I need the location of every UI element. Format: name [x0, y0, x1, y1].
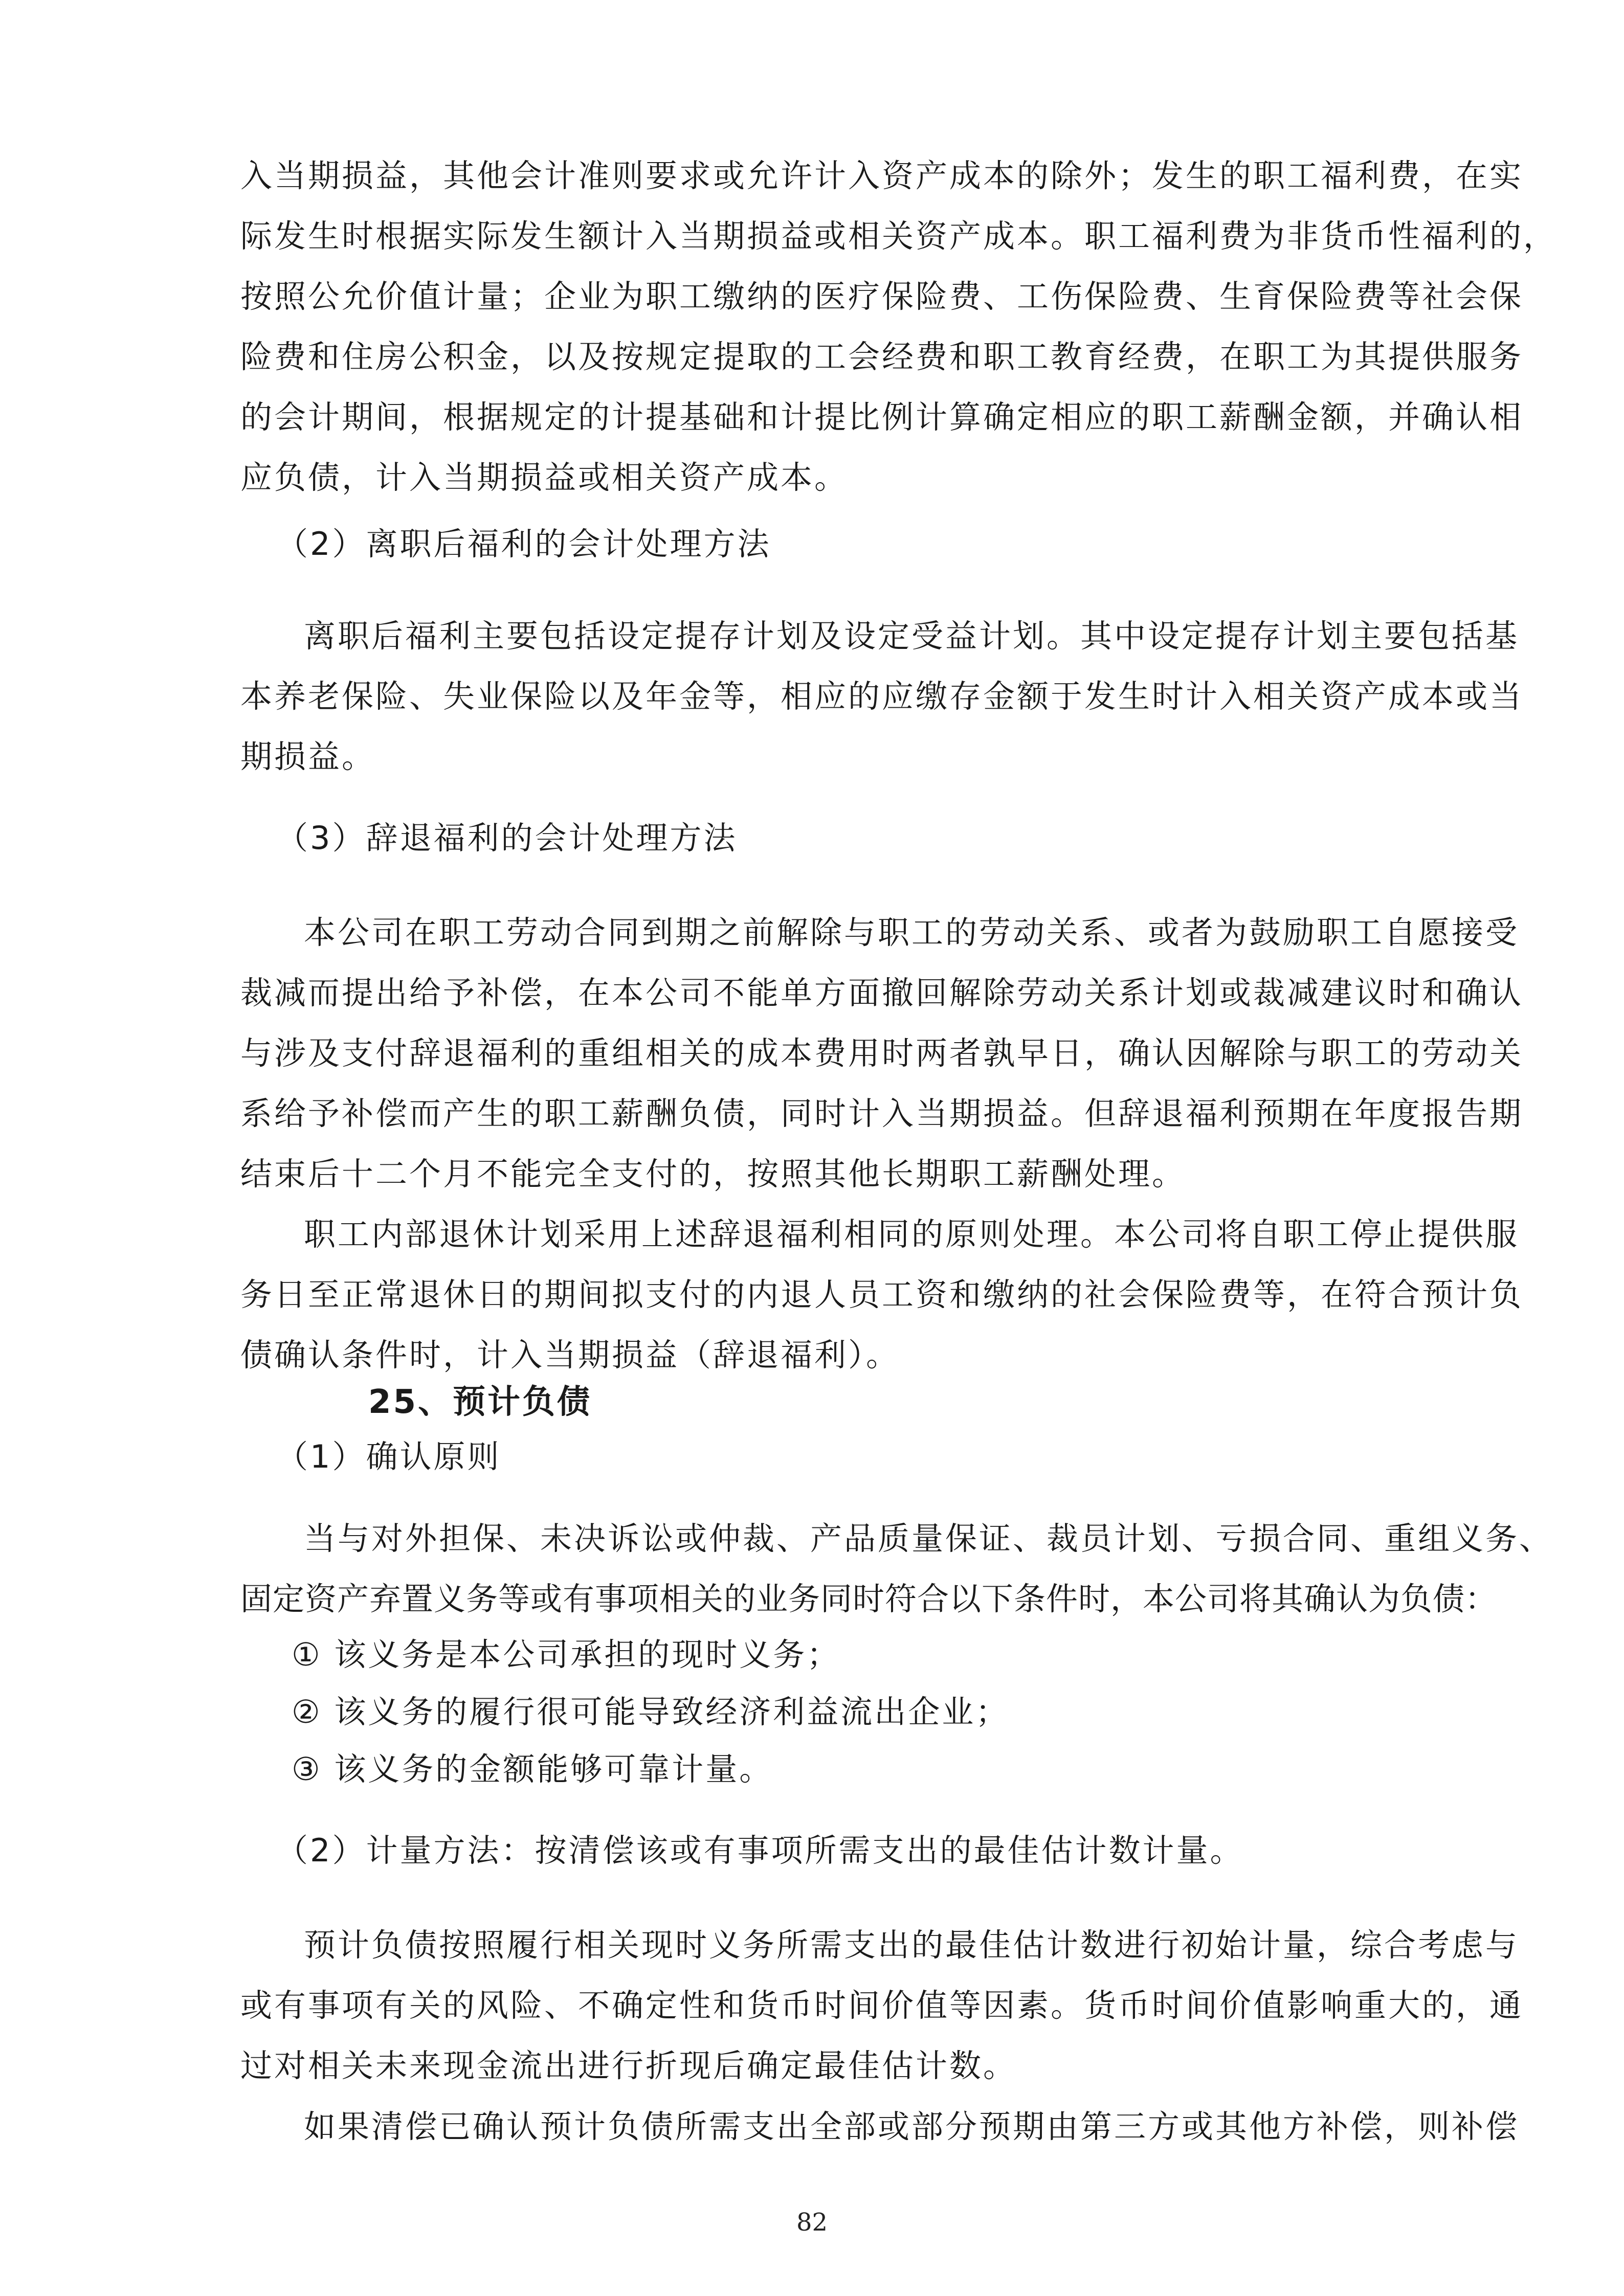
- subheading-text: （3）辞退福利的会计处理方法: [276, 819, 738, 857]
- text-line: 务日至正常退休日的期间拟支付的内退人员工资和缴纳的社会保险费等，在符合预计负: [240, 1276, 1524, 1313]
- paragraph-post-employment: [240, 606, 1524, 787]
- text-line: 际发生时根据实际发生额计入当期损益或相关资产成本。职工福利费为非货币性福利的，: [240, 217, 1558, 255]
- text-line: 结束后十二个月不能完全支付的，按照其他长期职工薪酬处理。: [240, 1155, 1186, 1192]
- text-line: 按照公允价值计量；企业为职工缴纳的医疗保险费、工伤保险费、生育保险费等社会保: [240, 278, 1524, 315]
- list-item: ③ 该义务的金额能够可靠计量。: [292, 1750, 773, 1788]
- text-line: 预计负债按照履行相关现时义务所需支出的最佳估计数进行初始计量，综合考虑与: [304, 1926, 1520, 1964]
- text-line: 裁减而提出给予补偿，在本公司不能单方面撤回解除劳动关系计划或裁减建议时和确认: [240, 974, 1524, 1011]
- list-item: ② 该义务的履行很可能导致经济利益流出企业；: [292, 1693, 1010, 1730]
- text-line: 过对相关未来现金流出进行折现后确定最佳估计数。: [240, 2047, 1017, 2084]
- text-line: 如果清偿已确认预计负债所需支出全部或部分预期由第三方或其他方补偿，则补偿: [304, 2108, 1520, 2145]
- text-line: 系给予补偿而产生的职工薪酬负债，同时计入当期损益。但辞退福利预期在年度报告期: [240, 1095, 1524, 1132]
- text-line: 或有事项有关的风险、不确定性和货币时间价值等因素。货币时间价值影响重大的，通: [240, 1987, 1524, 2024]
- text-line: 应负债，计入当期损益或相关资产成本。: [240, 459, 849, 496]
- text-line: 的会计期间，根据规定的计提基础和计提比例计算确定相应的职工薪酬金额，并确认相: [240, 398, 1524, 436]
- text-line: 本公司在职工劳动合同到期之前解除与职工的劳动关系、或者为鼓励职工自愿接受: [304, 914, 1520, 951]
- subheading-text: （1）确认原则: [276, 1438, 501, 1475]
- text-line: 职工内部退休计划采用上述辞退福利相同的原则处理。本公司将自职工停止提供服: [304, 1215, 1520, 1253]
- text-line: 险费和住房公积金，以及按规定提取的工会经费和职工教育经费，在职工为其提供服务: [240, 338, 1524, 375]
- paragraph-measurement: [240, 1915, 1524, 2096]
- subheading-recognition: [240, 1427, 1381, 1487]
- paragraph-recognition: [240, 1509, 1553, 1629]
- subheading-text: （2）计量方法：按清偿该或有事项所需支出的最佳估计数计量。: [276, 1832, 1244, 1869]
- paragraph-internal-retirement: [240, 1204, 1524, 1385]
- subheading-post-employment: [240, 514, 1381, 574]
- text-line: 债确认条件时，计入当期损益（辞退福利）。: [240, 1336, 900, 1374]
- paragraph-reimbursement: [240, 2097, 1520, 2157]
- text-line: 离职后福利主要包括设定提存计划及设定受益计划。其中设定提存计划主要包括基: [304, 617, 1520, 655]
- section-heading: 25、预计负债: [368, 1383, 592, 1421]
- conditions-list: [240, 1626, 1381, 1798]
- subheading-measurement: [240, 1820, 1381, 1881]
- subheading-text: （2）离职后福利的会计处理方法: [276, 525, 771, 562]
- text-line: 期损益。: [240, 738, 376, 775]
- page-number: 82: [796, 2208, 828, 2237]
- text-line: 与涉及支付辞退福利的重组相关的成本费用时两者孰早日，确认因解除与职工的劳动关: [240, 1034, 1524, 1072]
- text-line: 本养老保险、失业保险以及年金等，相应的应缴存金额于发生时计入相关资产成本或当: [240, 678, 1524, 715]
- text-line: 固定资产弃置义务等或有事项相关的业务同时符合以下条件时，本公司将其确认为负债：: [240, 1580, 1498, 1617]
- paragraph-short-term-benefits: [240, 146, 1558, 508]
- subheading-termination: [240, 808, 1381, 868]
- paragraph-termination: [240, 903, 1524, 1204]
- text-line: 当与对外担保、未决诉讼或仲裁、产品质量保证、裁员计划、亏损合同、重组义务、: [304, 1520, 1553, 1557]
- list-item: ① 该义务是本公司承担的现时义务；: [292, 1636, 841, 1673]
- text-line: 入当期损益，其他会计准则要求或允许计入资产成本的除外；发生的职工福利费，在实: [240, 157, 1524, 194]
